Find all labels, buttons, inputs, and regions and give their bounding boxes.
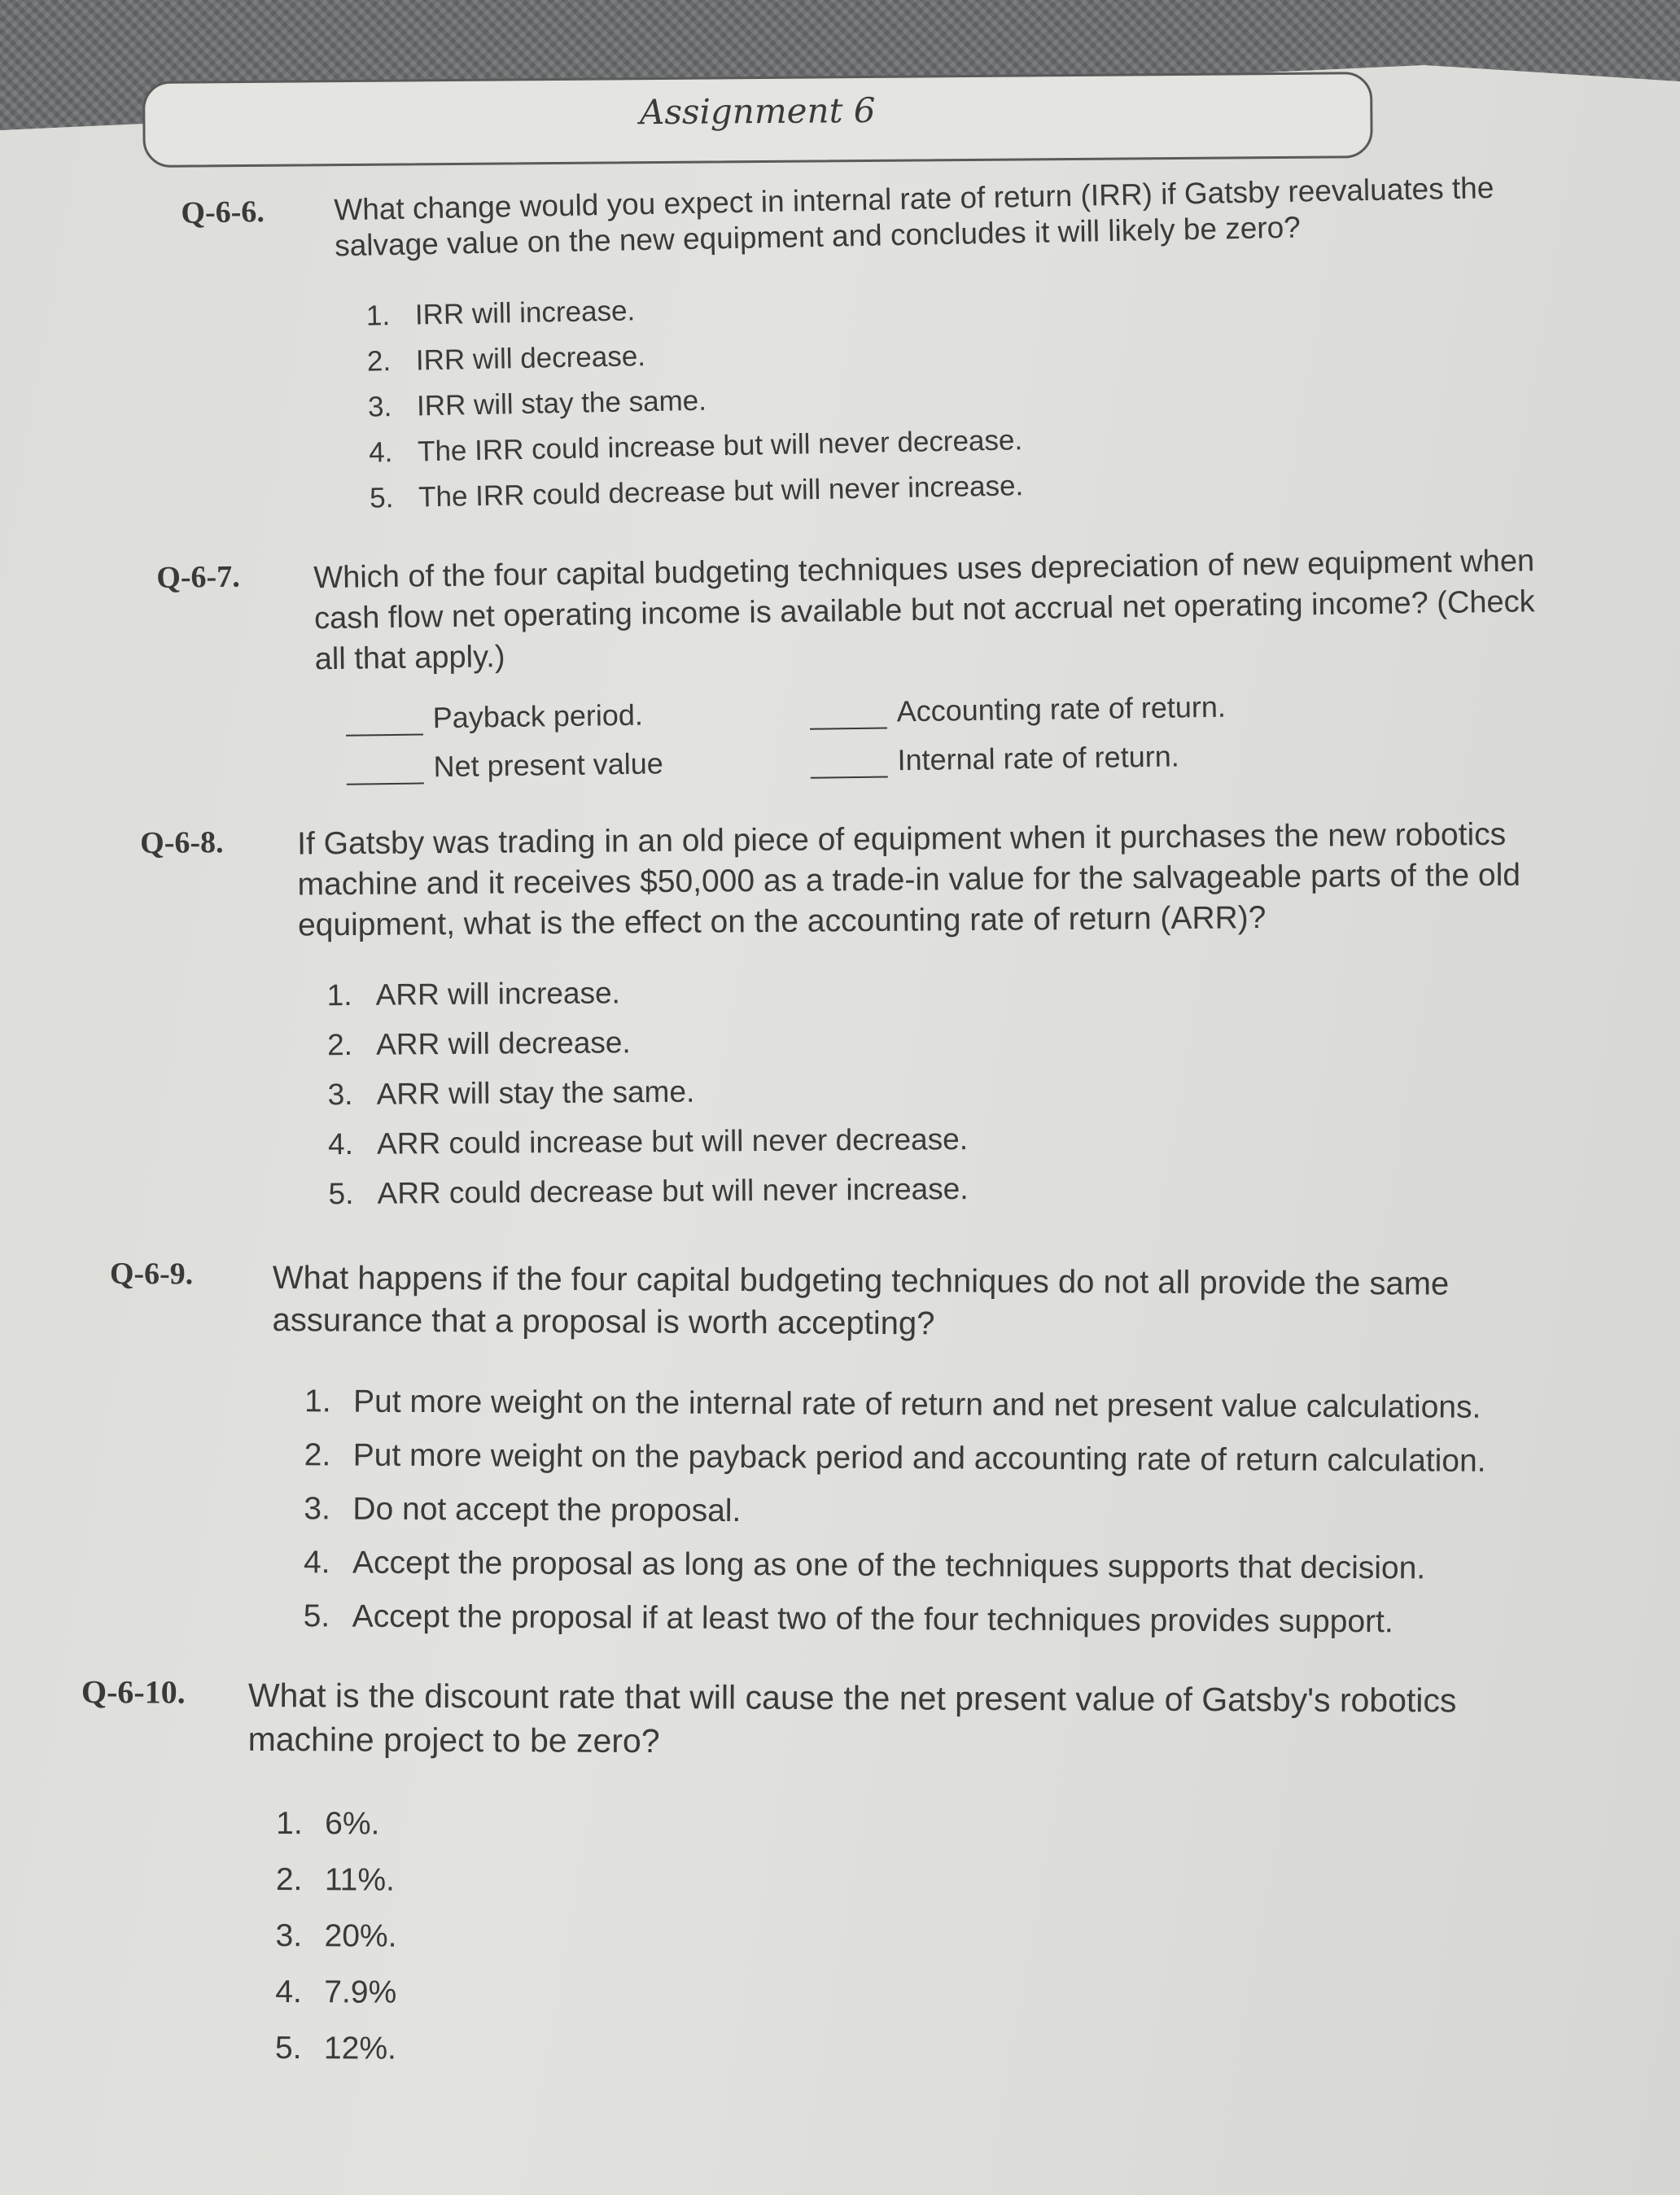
question-number: Q-6-10. <box>81 1673 186 1711</box>
option-item: 4. ARR could increase but will never decrease. <box>327 1122 969 1161</box>
question-number: Q-6-9. <box>109 1257 194 1292</box>
option-item: 3. IRR will stay the same. <box>367 384 707 423</box>
option-item: 1. ARR will increase. <box>326 976 620 1012</box>
option-item: 3. ARR will stay the same. <box>327 1074 695 1112</box>
option-list <box>304 1375 1487 1650</box>
option-item: 5. Accept the proposal if at least two of the four techniques provides support. <box>303 1598 1393 1640</box>
option-item: 2. Put more weight on the payback period and accounting rate of return calculation. <box>304 1437 1486 1479</box>
assignment-header <box>142 72 1373 168</box>
check-item-irr: Internal rate of return. <box>810 739 1179 778</box>
question-number: Q-6-7. <box>156 559 240 595</box>
question-number: Q-6-8. <box>140 825 224 860</box>
question-text: What happens if the four capital budgeting techniques do not all provide the same assurance that a proposal is worth accepting? <box>272 1260 1450 1342</box>
question-number: Q-6-6. <box>181 195 265 230</box>
assignment-title: Assignment 6 <box>639 90 876 133</box>
option-list <box>275 1795 397 2077</box>
option-item: 5. ARR could decrease but will never increase. <box>328 1172 969 1211</box>
question-text: Which of the four capital budgeting techniques uses depreciation of new equipment when cash flow net operating income is available but not accrual net operating income? (Check all that apply.) <box>313 544 1535 677</box>
option-item: 3. Do not accept the proposal. <box>304 1491 742 1529</box>
option-item: 5. 12%. <box>274 2031 396 2066</box>
option-item: 1. Put more weight on the internal rate of return and net present value calculations. <box>304 1384 1481 1425</box>
option-list <box>326 965 968 1218</box>
option-list <box>365 281 1023 521</box>
option-item: 1. IRR will increase. <box>365 295 636 332</box>
option-item: 2. ARR will decrease. <box>326 1025 631 1062</box>
option-item: 3. 20%. <box>275 1918 397 1954</box>
option-item: 2. IRR will decrease. <box>366 340 646 378</box>
check-item-arr: Accounting rate of return. <box>809 690 1226 730</box>
option-item: 4. The IRR could increase but will never decrease. <box>368 424 1023 469</box>
option-item: 4. Accept the proposal as long as one of the techniques supports that decision. <box>303 1545 1426 1586</box>
option-item: 5. The IRR could decrease but will never increase. <box>369 470 1024 514</box>
option-item: 4. 7.9% <box>275 1974 397 2010</box>
check-item-npv: Net present value <box>346 746 663 785</box>
option-item: 2. 11%. <box>275 1862 395 1898</box>
question-text: If Gatsby was trading in an old piece of equipment when it purchases the new robotics machine and it receives $50,000 as a trade-in value for the salvageable parts of the old equipment, what is the effect on the accounting rate of return (ARR)? <box>297 816 1521 943</box>
option-item: 1. 6%. <box>276 1806 380 1842</box>
check-item-payback: Payback period. <box>345 698 643 737</box>
question-text: What is the discount rate that will cause the net present value of Gatsby's robotics machine project to be zero? <box>247 1676 1457 1760</box>
question-text: What change would you expect in internal rate of return (IRR) if Gatsby reevaluates the salvage value on the new equipment and concludes it will likely be zero? <box>333 171 1494 263</box>
